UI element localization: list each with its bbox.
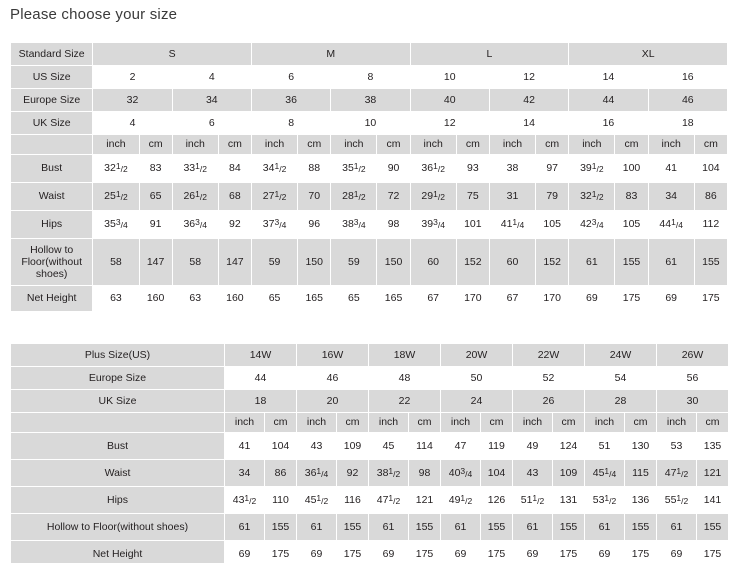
measure-cell: 175 bbox=[625, 541, 657, 563]
size-value-cell: 26 bbox=[513, 390, 585, 413]
measure-cell: $43^1/2$ bbox=[225, 487, 265, 514]
measure-cell: 150 bbox=[377, 239, 410, 286]
unit-cell: inch bbox=[489, 135, 535, 155]
size-group-cell: 26W bbox=[657, 344, 729, 367]
measure-cell: $29^1/2$ bbox=[410, 183, 456, 211]
measure-cell: 126 bbox=[481, 487, 513, 514]
measure-cell: $27^1/2$ bbox=[251, 183, 297, 211]
measure-cell: 175 bbox=[481, 541, 513, 563]
measure-cell: 43 bbox=[513, 460, 553, 487]
unit-cell: inch bbox=[369, 413, 409, 433]
measure-cell: 165 bbox=[298, 286, 331, 312]
size-value-cell: 8 bbox=[251, 112, 330, 135]
measure-cell: 104 bbox=[481, 460, 513, 487]
unit-cell: cm bbox=[265, 413, 297, 433]
measure-cell: $42^3/4$ bbox=[569, 211, 615, 239]
table-row bbox=[11, 487, 729, 514]
size-group-cell: M bbox=[251, 43, 410, 66]
measure-cell: 31 bbox=[489, 183, 535, 211]
size-value-cell: 18 bbox=[648, 112, 727, 135]
unit-cell: cm bbox=[337, 413, 369, 433]
measure-cell: 147 bbox=[139, 239, 172, 286]
measure-cell: 45 bbox=[369, 433, 409, 460]
measure-cell: $39^1/2$ bbox=[569, 155, 615, 183]
measure-cell: 88 bbox=[298, 155, 331, 183]
measure-cell: 121 bbox=[697, 460, 729, 487]
measure-cell: 61 bbox=[585, 514, 625, 541]
row-label: Europe Size bbox=[11, 89, 93, 112]
measure-cell: $38^1/2$ bbox=[369, 460, 409, 487]
size-value-cell: 52 bbox=[513, 367, 585, 390]
measure-cell: 65 bbox=[139, 183, 172, 211]
measure-cell: $51^1/2$ bbox=[513, 487, 553, 514]
size-value-cell: 30 bbox=[657, 390, 729, 413]
size-value-cell: 46 bbox=[648, 89, 727, 112]
unit-cell: cm bbox=[625, 413, 657, 433]
measure-cell: 47 bbox=[441, 433, 481, 460]
measure-cell: 83 bbox=[615, 183, 648, 211]
measure-cell: 60 bbox=[410, 239, 456, 286]
measure-cell: 93 bbox=[456, 155, 489, 183]
unit-cell: cm bbox=[377, 135, 410, 155]
measure-cell: 98 bbox=[377, 211, 410, 239]
size-value-cell: 14 bbox=[569, 66, 648, 89]
measure-cell: 175 bbox=[697, 541, 729, 563]
table-row bbox=[11, 541, 729, 563]
measure-cell: 69 bbox=[441, 541, 481, 563]
size-group-cell: 22W bbox=[513, 344, 585, 367]
table-row bbox=[11, 433, 729, 460]
table-row bbox=[11, 286, 728, 312]
row-label: Hollow to Floor(without shoes) bbox=[11, 514, 225, 541]
table-row bbox=[11, 367, 729, 390]
unit-cell: inch bbox=[441, 413, 481, 433]
measure-cell: 72 bbox=[377, 183, 410, 211]
measure-cell: $45^1/2$ bbox=[297, 487, 337, 514]
measure-cell: 100 bbox=[615, 155, 648, 183]
measure-cell: 69 bbox=[585, 541, 625, 563]
measure-cell: $37^3/4$ bbox=[251, 211, 297, 239]
measure-cell: 124 bbox=[553, 433, 585, 460]
measure-cell: $36^1/4$ bbox=[297, 460, 337, 487]
size-group-cell: 24W bbox=[585, 344, 657, 367]
measure-cell: 152 bbox=[536, 239, 569, 286]
size-value-cell: 16 bbox=[648, 66, 727, 89]
measure-cell: 61 bbox=[569, 239, 615, 286]
measure-cell: 60 bbox=[489, 239, 535, 286]
size-value-cell: 42 bbox=[489, 89, 568, 112]
standard-size-table bbox=[10, 42, 728, 312]
table-row bbox=[11, 514, 729, 541]
measure-cell: 34 bbox=[225, 460, 265, 487]
measure-cell: 92 bbox=[337, 460, 369, 487]
measure-cell: 51 bbox=[585, 433, 625, 460]
measure-cell: 170 bbox=[456, 286, 489, 312]
table-row bbox=[11, 135, 728, 155]
measure-cell: $55^1/2$ bbox=[657, 487, 697, 514]
unit-cell: cm bbox=[456, 135, 489, 155]
size-value-cell: 4 bbox=[93, 112, 172, 135]
table-row bbox=[11, 43, 728, 66]
row-label: Waist bbox=[11, 460, 225, 487]
measure-cell: 116 bbox=[337, 487, 369, 514]
measure-cell: 175 bbox=[694, 286, 727, 312]
unit-cell: inch bbox=[648, 135, 694, 155]
measure-cell: 97 bbox=[536, 155, 569, 183]
row-label: UK Size bbox=[11, 112, 93, 135]
measure-cell: 155 bbox=[553, 514, 585, 541]
measure-cell: 83 bbox=[139, 155, 172, 183]
measure-cell: 110 bbox=[265, 487, 297, 514]
size-value-cell: 2 bbox=[93, 66, 172, 89]
table-row bbox=[11, 155, 728, 183]
measure-cell: 86 bbox=[265, 460, 297, 487]
measure-cell: $34^1/2$ bbox=[251, 155, 297, 183]
measure-cell: $32^1/2$ bbox=[93, 155, 139, 183]
table-row bbox=[11, 390, 729, 413]
plus-size-table bbox=[10, 343, 729, 563]
row-label: US Size bbox=[11, 66, 93, 89]
row-label: Net Height bbox=[11, 541, 225, 563]
measure-cell: 69 bbox=[369, 541, 409, 563]
measure-cell: 96 bbox=[298, 211, 331, 239]
table-row bbox=[11, 239, 728, 286]
measure-cell: 130 bbox=[625, 433, 657, 460]
unit-cell: cm bbox=[536, 135, 569, 155]
row-label: Bust bbox=[11, 155, 93, 183]
measure-cell: 63 bbox=[172, 286, 218, 312]
measure-cell: $25^1/2$ bbox=[93, 183, 139, 211]
size-group-cell: 18W bbox=[369, 344, 441, 367]
size-value-cell: 40 bbox=[410, 89, 489, 112]
measure-cell: 63 bbox=[93, 286, 139, 312]
measure-cell: $32^1/2$ bbox=[569, 183, 615, 211]
measure-cell: 175 bbox=[265, 541, 297, 563]
measure-cell: 49 bbox=[513, 433, 553, 460]
measure-cell: 105 bbox=[615, 211, 648, 239]
row-label: Hips bbox=[11, 487, 225, 514]
measure-cell: 79 bbox=[536, 183, 569, 211]
measure-cell: 119 bbox=[481, 433, 513, 460]
row-label bbox=[11, 413, 225, 433]
size-value-cell: 54 bbox=[585, 367, 657, 390]
measure-cell: 115 bbox=[625, 460, 657, 487]
unit-cell: cm bbox=[409, 413, 441, 433]
size-value-cell: 50 bbox=[441, 367, 513, 390]
measure-cell: 91 bbox=[139, 211, 172, 239]
size-value-cell: 22 bbox=[369, 390, 441, 413]
table-row bbox=[11, 66, 728, 89]
measure-cell: 160 bbox=[218, 286, 251, 312]
measure-cell: 43 bbox=[297, 433, 337, 460]
measure-cell: $53^1/2$ bbox=[585, 487, 625, 514]
measure-cell: 69 bbox=[657, 541, 697, 563]
table-row bbox=[11, 183, 728, 211]
measure-cell: $35^3/4$ bbox=[93, 211, 139, 239]
size-value-cell: 24 bbox=[441, 390, 513, 413]
measure-cell: $28^1/2$ bbox=[331, 183, 377, 211]
unit-cell: inch bbox=[585, 413, 625, 433]
size-value-cell: 12 bbox=[489, 66, 568, 89]
measure-cell: 109 bbox=[337, 433, 369, 460]
measure-cell: 61 bbox=[225, 514, 265, 541]
measure-cell: 136 bbox=[625, 487, 657, 514]
measure-cell: 101 bbox=[456, 211, 489, 239]
measure-cell: 104 bbox=[265, 433, 297, 460]
measure-cell: 41 bbox=[648, 155, 694, 183]
measure-cell: 70 bbox=[298, 183, 331, 211]
measure-cell: $40^3/4$ bbox=[441, 460, 481, 487]
measure-cell: 58 bbox=[93, 239, 139, 286]
size-value-cell: 12 bbox=[410, 112, 489, 135]
size-value-cell: 38 bbox=[331, 89, 410, 112]
measure-cell: 131 bbox=[553, 487, 585, 514]
measure-cell: 67 bbox=[489, 286, 535, 312]
measure-cell: 38 bbox=[489, 155, 535, 183]
measure-cell: 112 bbox=[694, 211, 727, 239]
size-group-cell: 16W bbox=[297, 344, 369, 367]
size-value-cell: 6 bbox=[251, 66, 330, 89]
measure-cell: $36^3/4$ bbox=[172, 211, 218, 239]
measure-cell: 121 bbox=[409, 487, 441, 514]
size-value-cell: 48 bbox=[369, 367, 441, 390]
measure-cell: 114 bbox=[409, 433, 441, 460]
unit-cell: inch bbox=[657, 413, 697, 433]
measure-cell: 104 bbox=[694, 155, 727, 183]
measure-cell: 155 bbox=[697, 514, 729, 541]
size-value-cell: 4 bbox=[172, 66, 251, 89]
size-value-cell: 34 bbox=[172, 89, 251, 112]
unit-cell: inch bbox=[251, 135, 297, 155]
measure-cell: $47^1/2$ bbox=[657, 460, 697, 487]
measure-cell: 58 bbox=[172, 239, 218, 286]
measure-cell: 135 bbox=[697, 433, 729, 460]
row-label: Net Height bbox=[11, 286, 93, 312]
measure-cell: 65 bbox=[331, 286, 377, 312]
measure-cell: 59 bbox=[331, 239, 377, 286]
measure-cell: 61 bbox=[513, 514, 553, 541]
size-value-cell: 56 bbox=[657, 367, 729, 390]
size-value-cell: 20 bbox=[297, 390, 369, 413]
row-label: Europe Size bbox=[11, 367, 225, 390]
size-value-cell: 16 bbox=[569, 112, 648, 135]
measure-cell: 141 bbox=[697, 487, 729, 514]
unit-cell: inch bbox=[172, 135, 218, 155]
size-value-cell: 28 bbox=[585, 390, 657, 413]
unit-cell: cm bbox=[298, 135, 331, 155]
measure-cell: 147 bbox=[218, 239, 251, 286]
measure-cell: 109 bbox=[553, 460, 585, 487]
unit-cell: cm bbox=[218, 135, 251, 155]
measure-cell: $47^1/2$ bbox=[369, 487, 409, 514]
measure-cell: 155 bbox=[615, 239, 648, 286]
measure-cell: $39^3/4$ bbox=[410, 211, 456, 239]
size-value-cell: 32 bbox=[93, 89, 172, 112]
size-value-cell: 46 bbox=[297, 367, 369, 390]
table-row bbox=[11, 211, 728, 239]
size-group-cell: L bbox=[410, 43, 569, 66]
size-value-cell: 10 bbox=[331, 112, 410, 135]
measure-cell: $36^1/2$ bbox=[410, 155, 456, 183]
measure-cell: 61 bbox=[657, 514, 697, 541]
table-row bbox=[11, 112, 728, 135]
measure-cell: 165 bbox=[377, 286, 410, 312]
measure-cell: 69 bbox=[297, 541, 337, 563]
measure-cell: 34 bbox=[648, 183, 694, 211]
size-group-cell: 20W bbox=[441, 344, 513, 367]
measure-cell: $38^3/4$ bbox=[331, 211, 377, 239]
measure-cell: 150 bbox=[298, 239, 331, 286]
measure-cell: 75 bbox=[456, 183, 489, 211]
measure-cell: 61 bbox=[648, 239, 694, 286]
measure-cell: 53 bbox=[657, 433, 697, 460]
row-label: Hips bbox=[11, 211, 93, 239]
size-group-cell: S bbox=[93, 43, 252, 66]
measure-cell: 175 bbox=[615, 286, 648, 312]
measure-cell: 69 bbox=[569, 286, 615, 312]
measure-cell: 61 bbox=[297, 514, 337, 541]
measure-cell: 61 bbox=[441, 514, 481, 541]
measure-cell: 59 bbox=[251, 239, 297, 286]
measure-cell: 69 bbox=[513, 541, 553, 563]
measure-cell: 155 bbox=[625, 514, 657, 541]
measure-cell: 175 bbox=[553, 541, 585, 563]
row-label bbox=[11, 135, 93, 155]
measure-cell: 84 bbox=[218, 155, 251, 183]
measure-cell: 175 bbox=[409, 541, 441, 563]
page-title: Please choose your size bbox=[10, 6, 178, 23]
measure-cell: 67 bbox=[410, 286, 456, 312]
table-row bbox=[11, 89, 728, 112]
unit-cell: inch bbox=[93, 135, 139, 155]
measure-cell: 155 bbox=[481, 514, 513, 541]
measure-cell: 170 bbox=[536, 286, 569, 312]
measure-cell: $26^1/2$ bbox=[172, 183, 218, 211]
unit-cell: cm bbox=[697, 413, 729, 433]
measure-cell: 92 bbox=[218, 211, 251, 239]
row-label: Waist bbox=[11, 183, 93, 211]
measure-cell: $41^1/4$ bbox=[489, 211, 535, 239]
row-label: Plus Size(US) bbox=[11, 344, 225, 367]
row-label: Bust bbox=[11, 433, 225, 460]
row-label: Hollow to Floor(without shoes) bbox=[11, 239, 93, 286]
measure-cell: $33^1/2$ bbox=[172, 155, 218, 183]
measure-cell: 86 bbox=[694, 183, 727, 211]
measure-cell: 68 bbox=[218, 183, 251, 211]
table-row bbox=[11, 344, 729, 367]
size-value-cell: 18 bbox=[225, 390, 297, 413]
size-value-cell: 8 bbox=[331, 66, 410, 89]
measure-cell: $44^1/4$ bbox=[648, 211, 694, 239]
size-group-cell: 14W bbox=[225, 344, 297, 367]
measure-cell: 61 bbox=[369, 514, 409, 541]
measure-cell: 105 bbox=[536, 211, 569, 239]
unit-cell: inch bbox=[225, 413, 265, 433]
size-value-cell: 44 bbox=[225, 367, 297, 390]
row-label: UK Size bbox=[11, 390, 225, 413]
measure-cell: 155 bbox=[265, 514, 297, 541]
table-row bbox=[11, 413, 729, 433]
unit-cell: inch bbox=[331, 135, 377, 155]
measure-cell: 155 bbox=[337, 514, 369, 541]
size-value-cell: 14 bbox=[489, 112, 568, 135]
unit-cell: cm bbox=[694, 135, 727, 155]
size-group-cell: XL bbox=[569, 43, 728, 66]
size-value-cell: 10 bbox=[410, 66, 489, 89]
measure-cell: $35^1/2$ bbox=[331, 155, 377, 183]
measure-cell: 175 bbox=[337, 541, 369, 563]
unit-cell: cm bbox=[615, 135, 648, 155]
unit-cell: cm bbox=[139, 135, 172, 155]
unit-cell: cm bbox=[481, 413, 513, 433]
measure-cell: 65 bbox=[251, 286, 297, 312]
size-value-cell: 36 bbox=[251, 89, 330, 112]
unit-cell: cm bbox=[553, 413, 585, 433]
table-row bbox=[11, 460, 729, 487]
measure-cell: 90 bbox=[377, 155, 410, 183]
size-value-cell: 44 bbox=[569, 89, 648, 112]
unit-cell: inch bbox=[297, 413, 337, 433]
measure-cell: $45^1/4$ bbox=[585, 460, 625, 487]
unit-cell: inch bbox=[569, 135, 615, 155]
measure-cell: 152 bbox=[456, 239, 489, 286]
measure-cell: 41 bbox=[225, 433, 265, 460]
measure-cell: 155 bbox=[409, 514, 441, 541]
row-label: Standard Size bbox=[11, 43, 93, 66]
measure-cell: 69 bbox=[225, 541, 265, 563]
measure-cell: 69 bbox=[648, 286, 694, 312]
measure-cell: $49^1/2$ bbox=[441, 487, 481, 514]
size-value-cell: 6 bbox=[172, 112, 251, 135]
unit-cell: inch bbox=[513, 413, 553, 433]
measure-cell: 160 bbox=[139, 286, 172, 312]
unit-cell: inch bbox=[410, 135, 456, 155]
measure-cell: 98 bbox=[409, 460, 441, 487]
measure-cell: 155 bbox=[694, 239, 727, 286]
